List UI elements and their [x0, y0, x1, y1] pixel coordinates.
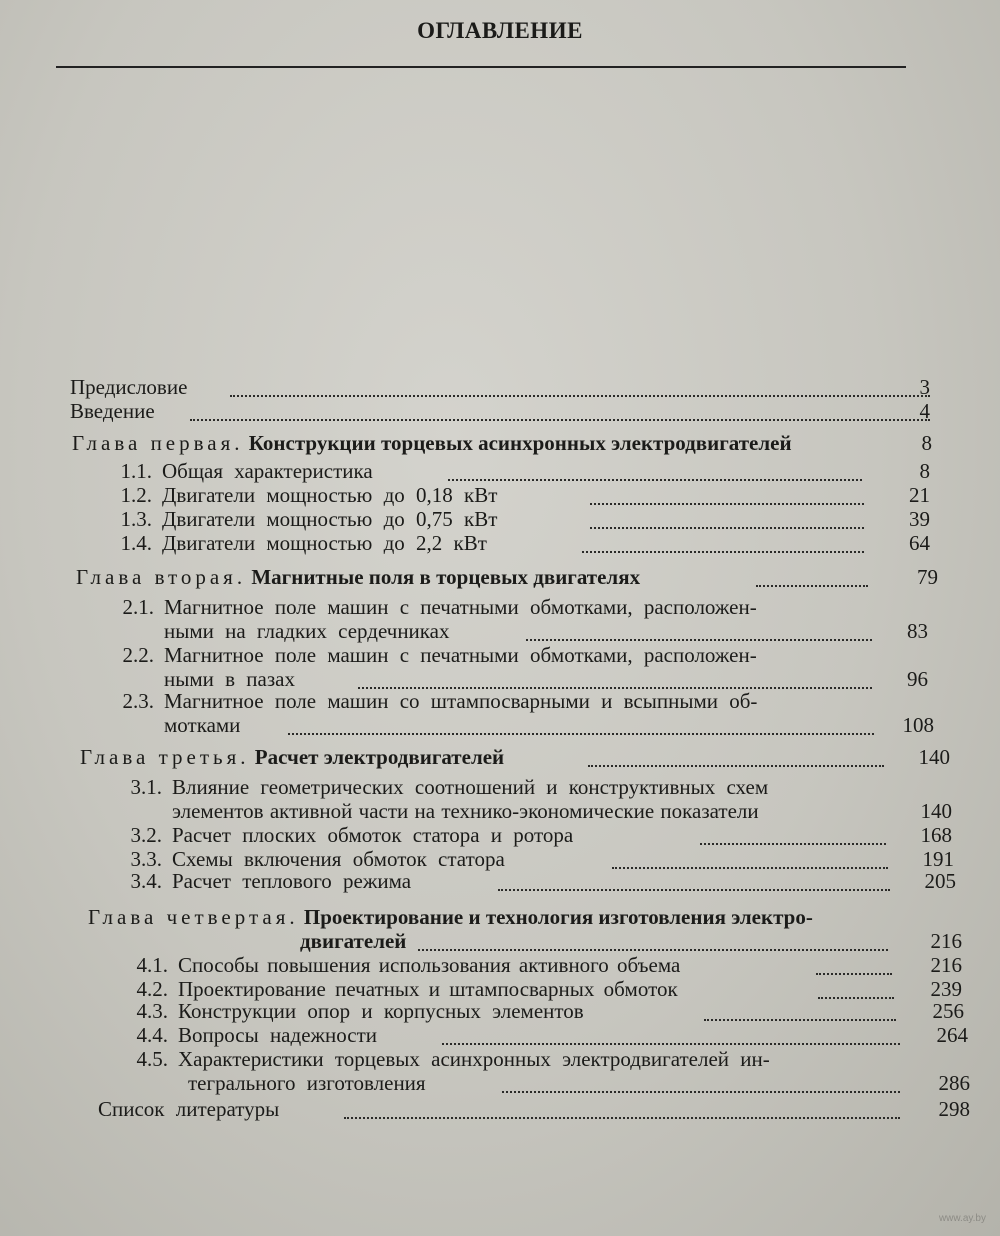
- chapter-title: Конструкции торцевых асинхронных электродвигателей: [248, 431, 792, 455]
- chapter-title: Расчет электродвигателей: [254, 745, 505, 769]
- toc-entry-label: Расчет плоских обмоток статора и ротора: [172, 823, 574, 847]
- toc-entry-label: Магнитное поле машин с печатными обмотками, расположен-: [164, 595, 757, 619]
- toc-page-number: 64: [909, 531, 930, 555]
- chapter-prefix: Глава первая.: [72, 431, 244, 455]
- section-number: 1.3.: [120, 507, 152, 531]
- toc-page-number: 216: [930, 929, 962, 953]
- toc-entry-label-continued: элементов активной части на технико-экономические показатели: [172, 799, 759, 823]
- toc-page-number: 79: [917, 565, 938, 589]
- toc-page-number: 239: [930, 977, 962, 1001]
- toc-section-2-1-cont[interactable]: [112, 618, 942, 644]
- toc-section-3-4[interactable]: [120, 868, 956, 894]
- toc-entry-label: Список литературы: [98, 1097, 280, 1121]
- section-number: 3.1.: [130, 775, 162, 799]
- section-number: 2.3.: [122, 689, 154, 713]
- toc-page-number: 140: [920, 799, 952, 823]
- toc-page-number: 298: [938, 1097, 970, 1121]
- toc-chapter-4-cont[interactable]: [88, 928, 962, 954]
- toc-entry-label: Конструкции опор и корпусных элементов: [178, 999, 584, 1023]
- chapter-prefix: Глава вторая.: [76, 565, 247, 589]
- toc-entry-label: Расчет теплового режима: [172, 869, 412, 893]
- section-number: 1.2.: [120, 483, 152, 507]
- dot-leader: [502, 1091, 900, 1093]
- toc-chapter-4[interactable]: [88, 904, 958, 930]
- dot-leader: [590, 503, 864, 505]
- toc-page-number: 168: [920, 823, 952, 847]
- toc-page-number: 108: [902, 713, 934, 737]
- toc-page-number: 3: [919, 375, 930, 399]
- chapter-prefix: Глава четвертая.: [88, 905, 299, 929]
- toc-page-number: 191: [922, 847, 954, 871]
- section-number: 3.2.: [130, 823, 162, 847]
- toc-section-2-2[interactable]: [112, 642, 942, 668]
- toc-page-number: 8: [921, 431, 932, 455]
- title-rule: [56, 66, 906, 68]
- section-number: 1.4.: [120, 531, 152, 555]
- toc-entry-introduction[interactable]: [70, 398, 940, 424]
- toc-section-4-4[interactable]: [126, 1022, 968, 1048]
- section-number: 4.5.: [136, 1047, 168, 1071]
- toc-section-4-3[interactable]: [126, 998, 964, 1024]
- toc-section-3-1[interactable]: [120, 774, 950, 800]
- dot-leader: [448, 479, 862, 481]
- toc-entry-label: Способы повышения использования активного объема: [178, 953, 681, 977]
- page-title: ОГЛАВЛЕНИЕ: [417, 18, 583, 43]
- toc-entry-preface[interactable]: [70, 374, 940, 400]
- toc-section-1-4[interactable]: [110, 530, 940, 556]
- toc-section-3-2[interactable]: [120, 822, 950, 848]
- toc-section-2-3-cont[interactable]: [112, 712, 942, 738]
- dot-leader: [816, 973, 892, 975]
- toc-page-number: 39: [909, 507, 930, 531]
- toc-chapter-1[interactable]: [72, 430, 942, 456]
- toc-page-number: 4: [919, 399, 930, 423]
- section-number: 2.2.: [122, 643, 154, 667]
- chapter-title: Проектирование и технология изготовления электро-: [303, 905, 813, 929]
- dot-leader: [704, 1019, 896, 1021]
- toc-entry-label-continued: мотками: [164, 713, 241, 737]
- toc-page-number: 216: [930, 953, 962, 977]
- chapter-title: Магнитные поля в торцевых двигателях: [251, 565, 641, 589]
- toc-entry-label: Введение: [70, 399, 155, 423]
- toc-entry-label: Влияние геометрических соотношений и конструктивных схем: [172, 775, 769, 799]
- section-number: 3.4.: [130, 869, 162, 893]
- toc-entry-label: Магнитное поле машин с печатными обмотками, расположен-: [164, 643, 757, 667]
- toc-section-2-1[interactable]: [112, 594, 942, 620]
- dot-leader: [756, 585, 868, 587]
- toc-section-1-2[interactable]: [110, 482, 940, 508]
- dot-leader: [700, 843, 886, 845]
- section-number: 4.4.: [136, 1023, 168, 1047]
- toc-entry-label: Двигатели мощностью до 2,2 кВт: [162, 531, 487, 555]
- toc-entry-label: Схемы включения обмоток статора: [172, 847, 505, 871]
- toc-page-number: 256: [932, 999, 964, 1023]
- watermark: www.ay.by: [938, 1213, 986, 1224]
- toc-entry-label: Проектирование печатных и штампосварных обмоток: [178, 977, 678, 1001]
- section-number: 1.1.: [120, 459, 152, 483]
- dot-leader: [230, 395, 930, 397]
- toc-entry-label: Вопросы надежности: [178, 1023, 378, 1047]
- toc-entry-label: Магнитное поле машин со штампосварными и всыпными об-: [164, 689, 758, 713]
- dot-leader: [190, 419, 930, 421]
- dot-leader: [442, 1043, 900, 1045]
- dot-leader: [288, 733, 874, 735]
- chapter-title-continued: двигателей: [300, 929, 407, 953]
- toc-entry-label-continued: тегрального изготовления: [188, 1071, 426, 1095]
- section-number: 2.1.: [122, 595, 154, 619]
- dot-leader: [590, 527, 864, 529]
- section-number: 4.1.: [136, 953, 168, 977]
- toc-page-number: 140: [918, 745, 950, 769]
- toc-page-number: 8: [919, 459, 930, 483]
- dot-leader: [526, 639, 872, 641]
- toc-chapter-2[interactable]: [76, 564, 946, 590]
- section-number: 4.2.: [136, 977, 168, 1001]
- dot-leader: [588, 765, 884, 767]
- toc-page-number: 286: [938, 1071, 970, 1095]
- toc-page-number: 96: [907, 667, 928, 691]
- toc-page-number: 264: [936, 1023, 968, 1047]
- toc-entry-label-continued: ными в пазах: [164, 667, 295, 691]
- toc-section-1-1[interactable]: [110, 458, 940, 484]
- toc-entry-label: Предисловие: [70, 375, 188, 399]
- toc-entry-label: Двигатели мощностью до 0,75 кВт: [162, 507, 498, 531]
- toc-section-4-5-cont[interactable]: [126, 1070, 970, 1096]
- toc-section-2-3[interactable]: [112, 688, 942, 714]
- toc-section-4-5[interactable]: [126, 1046, 956, 1072]
- chapter-prefix: Глава третья.: [80, 745, 250, 769]
- toc-entry-references[interactable]: [98, 1096, 968, 1122]
- toc-entry-label: Характеристики торцевых асинхронных электродвигателей ин-: [178, 1047, 770, 1071]
- toc-entry-label-continued: ными на гладких сердечниках: [164, 619, 450, 643]
- toc-section-4-1[interactable]: [126, 952, 962, 978]
- toc-section-1-3[interactable]: [110, 506, 940, 532]
- toc-entry-label: Двигатели мощностью до 0,18 кВт: [162, 483, 498, 507]
- dot-leader: [344, 1117, 900, 1119]
- section-number: 3.3.: [130, 847, 162, 871]
- dot-leader: [418, 949, 888, 951]
- toc-entry-label: Общая характеристика: [162, 459, 373, 483]
- toc-page-number: 205: [924, 869, 956, 893]
- toc-page-number: 21: [909, 483, 930, 507]
- toc-section-3-1-cont[interactable]: [120, 798, 950, 824]
- section-number: 4.3.: [136, 999, 168, 1023]
- toc-chapter-3[interactable]: [80, 744, 950, 770]
- toc-page-number: 83: [907, 619, 928, 643]
- dot-leader: [498, 889, 890, 891]
- dot-leader: [582, 551, 864, 553]
